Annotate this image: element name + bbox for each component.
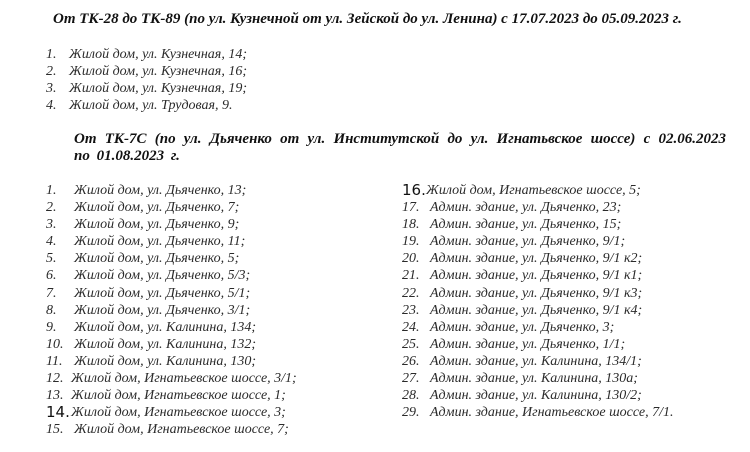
list-item	[46, 404, 297, 421]
item-text: Жилой дом, Игнатьевское шоссе, 5;	[426, 183, 641, 198]
list-item	[46, 97, 247, 114]
list-item	[46, 353, 297, 370]
item-text: Админ. здание, ул. Дьяченко, 9/1 к2;	[430, 251, 643, 267]
item-number: 20.	[402, 251, 420, 267]
section-1-heading: От ТК-28 до ТК-89 (по ул. Кузнечной от ул. Зейской до ул. Ленина) с 17.07.2023 до 05.09.2023 г.	[53, 11, 682, 27]
item-text: Админ. здание, ул. Дьяченко, 9/1;	[430, 234, 626, 250]
item-text: Админ. здание, ул. Дьяченко, 15;	[430, 217, 622, 233]
item-number: 22.	[402, 285, 420, 301]
list-item	[402, 404, 674, 421]
item-number: 9.	[46, 319, 57, 335]
section-1-address-list	[46, 46, 247, 114]
item-text: Жилой дом, ул. Дьяченко, 11;	[74, 234, 246, 250]
item-text: Жилой дом, ул. Дьяченко, 3/1;	[74, 302, 251, 318]
list-item	[402, 267, 674, 284]
item-text: Жилой дом, ул. Кузнечная, 14;	[69, 47, 247, 62]
item-number: 2.	[46, 64, 57, 79]
item-text: Жилой дом, ул. Дьяченко, 13;	[74, 183, 247, 198]
item-number: 14.	[46, 403, 70, 422]
item-number: 12.	[46, 371, 64, 387]
list-item	[402, 302, 674, 319]
item-number: 4.	[46, 98, 57, 113]
item-text: Жилой дом, ул. Трудовая, 9.	[69, 98, 233, 113]
list-item	[46, 267, 297, 284]
item-number: 1.	[46, 47, 57, 62]
list-item	[402, 199, 674, 216]
list-item	[46, 319, 297, 336]
item-number: 26.	[402, 353, 420, 369]
item-number: 6.	[46, 268, 57, 284]
item-text: Админ. здание, ул. Калинина, 130а;	[430, 371, 638, 387]
item-text: Жилой дом, Игнатьевское шоссе, 3;	[71, 405, 286, 421]
item-number: 3.	[46, 217, 57, 233]
list-item	[46, 250, 297, 267]
item-text: Жилой дом, ул. Калинина, 132;	[74, 336, 256, 352]
item-text: Админ. здание, ул. Калинина, 130/2;	[430, 388, 642, 404]
item-text: Жилой дом, ул. Кузнечная, 19;	[69, 81, 247, 96]
item-number: 18.	[402, 217, 420, 233]
item-number: 19.	[402, 234, 420, 250]
item-number: 8.	[46, 302, 57, 318]
list-item	[402, 285, 674, 302]
item-text: Админ. здание, ул. Дьяченко, 1/1;	[430, 336, 626, 352]
item-text: Жилой дом, ул. Дьяченко, 7;	[74, 200, 240, 216]
list-item	[46, 63, 247, 80]
item-text: Админ. здание, ул. Дьяченко, 9/1 к1;	[430, 268, 643, 284]
list-item	[402, 353, 674, 370]
item-text: Жилой дом, ул. Дьяченко, 9;	[74, 217, 240, 233]
item-number: 3.	[46, 81, 57, 96]
item-number: 24.	[402, 319, 420, 335]
list-item	[46, 285, 297, 302]
list-item	[402, 336, 674, 353]
list-item	[46, 216, 297, 233]
list-item	[46, 80, 247, 97]
item-number: 21.	[402, 268, 420, 284]
list-item	[402, 216, 674, 233]
item-number: 5.	[46, 251, 57, 267]
item-number: 4.	[46, 234, 57, 250]
list-item	[46, 387, 297, 404]
item-number: 7.	[46, 285, 57, 301]
item-text: Админ. здание, ул. Калинина, 134/1;	[430, 353, 642, 369]
list-item	[402, 233, 674, 250]
item-number: 28.	[402, 388, 420, 404]
item-text: Жилой дом, Игнатьевское шоссе, 3/1;	[71, 371, 297, 387]
list-item	[46, 302, 297, 319]
item-number: 25.	[402, 336, 420, 352]
list-item	[46, 233, 297, 250]
section-2-right-address-list	[402, 182, 674, 421]
section-2-heading: От ТК-7С (по ул. Дьяченко от ул. Институтской до ул. Игнатьвское шоссе) с 02.06.2023 по 01.08.2023 г.	[74, 131, 726, 164]
list-item	[46, 46, 247, 63]
list-item	[46, 421, 297, 438]
item-number: 2.	[46, 200, 57, 216]
item-number: 27.	[402, 371, 420, 387]
item-number: 23.	[402, 302, 420, 318]
item-text: Жилой дом, Игнатьевское шоссе, 7;	[74, 422, 289, 438]
list-item	[402, 319, 674, 336]
list-item	[402, 182, 674, 199]
item-number: 17.	[402, 200, 420, 216]
item-number: 15.	[46, 422, 64, 438]
list-item	[46, 370, 297, 387]
item-number: 13.	[46, 388, 64, 404]
list-item	[402, 387, 674, 404]
item-text: Админ. здание, ул. Дьяченко, 3;	[430, 319, 615, 335]
item-number: 1.	[46, 183, 57, 198]
list-item	[46, 182, 297, 199]
item-text: Жилой дом, ул. Калинина, 134;	[74, 319, 256, 335]
item-text: Админ. здание, ул. Дьяченко, 9/1 к3;	[430, 285, 643, 301]
item-text: Жилой дом, ул. Дьяченко, 5/3;	[74, 268, 251, 284]
item-number: 16.	[402, 181, 426, 199]
list-item	[402, 250, 674, 267]
list-item	[46, 199, 297, 216]
item-text: Админ. здание, ул. Дьяченко, 23;	[430, 200, 622, 216]
item-text: Админ. здание, Игнатьевское шоссе, 7/1.	[430, 405, 674, 421]
item-number: 11.	[46, 353, 63, 369]
section-2-left-address-list	[46, 182, 297, 438]
item-text: Жилой дом, Игнатьевское шоссе, 1;	[71, 388, 286, 404]
item-text: Жилой дом, ул. Дьяченко, 5;	[74, 251, 240, 267]
item-text: Жилой дом, ул. Калинина, 130;	[74, 353, 256, 369]
list-item	[402, 370, 674, 387]
item-text: Админ. здание, ул. Дьяченко, 9/1 к4;	[430, 302, 643, 318]
item-text: Жилой дом, ул. Дьяченко, 5/1;	[74, 285, 251, 301]
item-number: 10.	[46, 336, 64, 352]
item-number: 29.	[402, 405, 420, 421]
item-text: Жилой дом, ул. Кузнечная, 16;	[69, 64, 247, 79]
list-item	[46, 336, 297, 353]
